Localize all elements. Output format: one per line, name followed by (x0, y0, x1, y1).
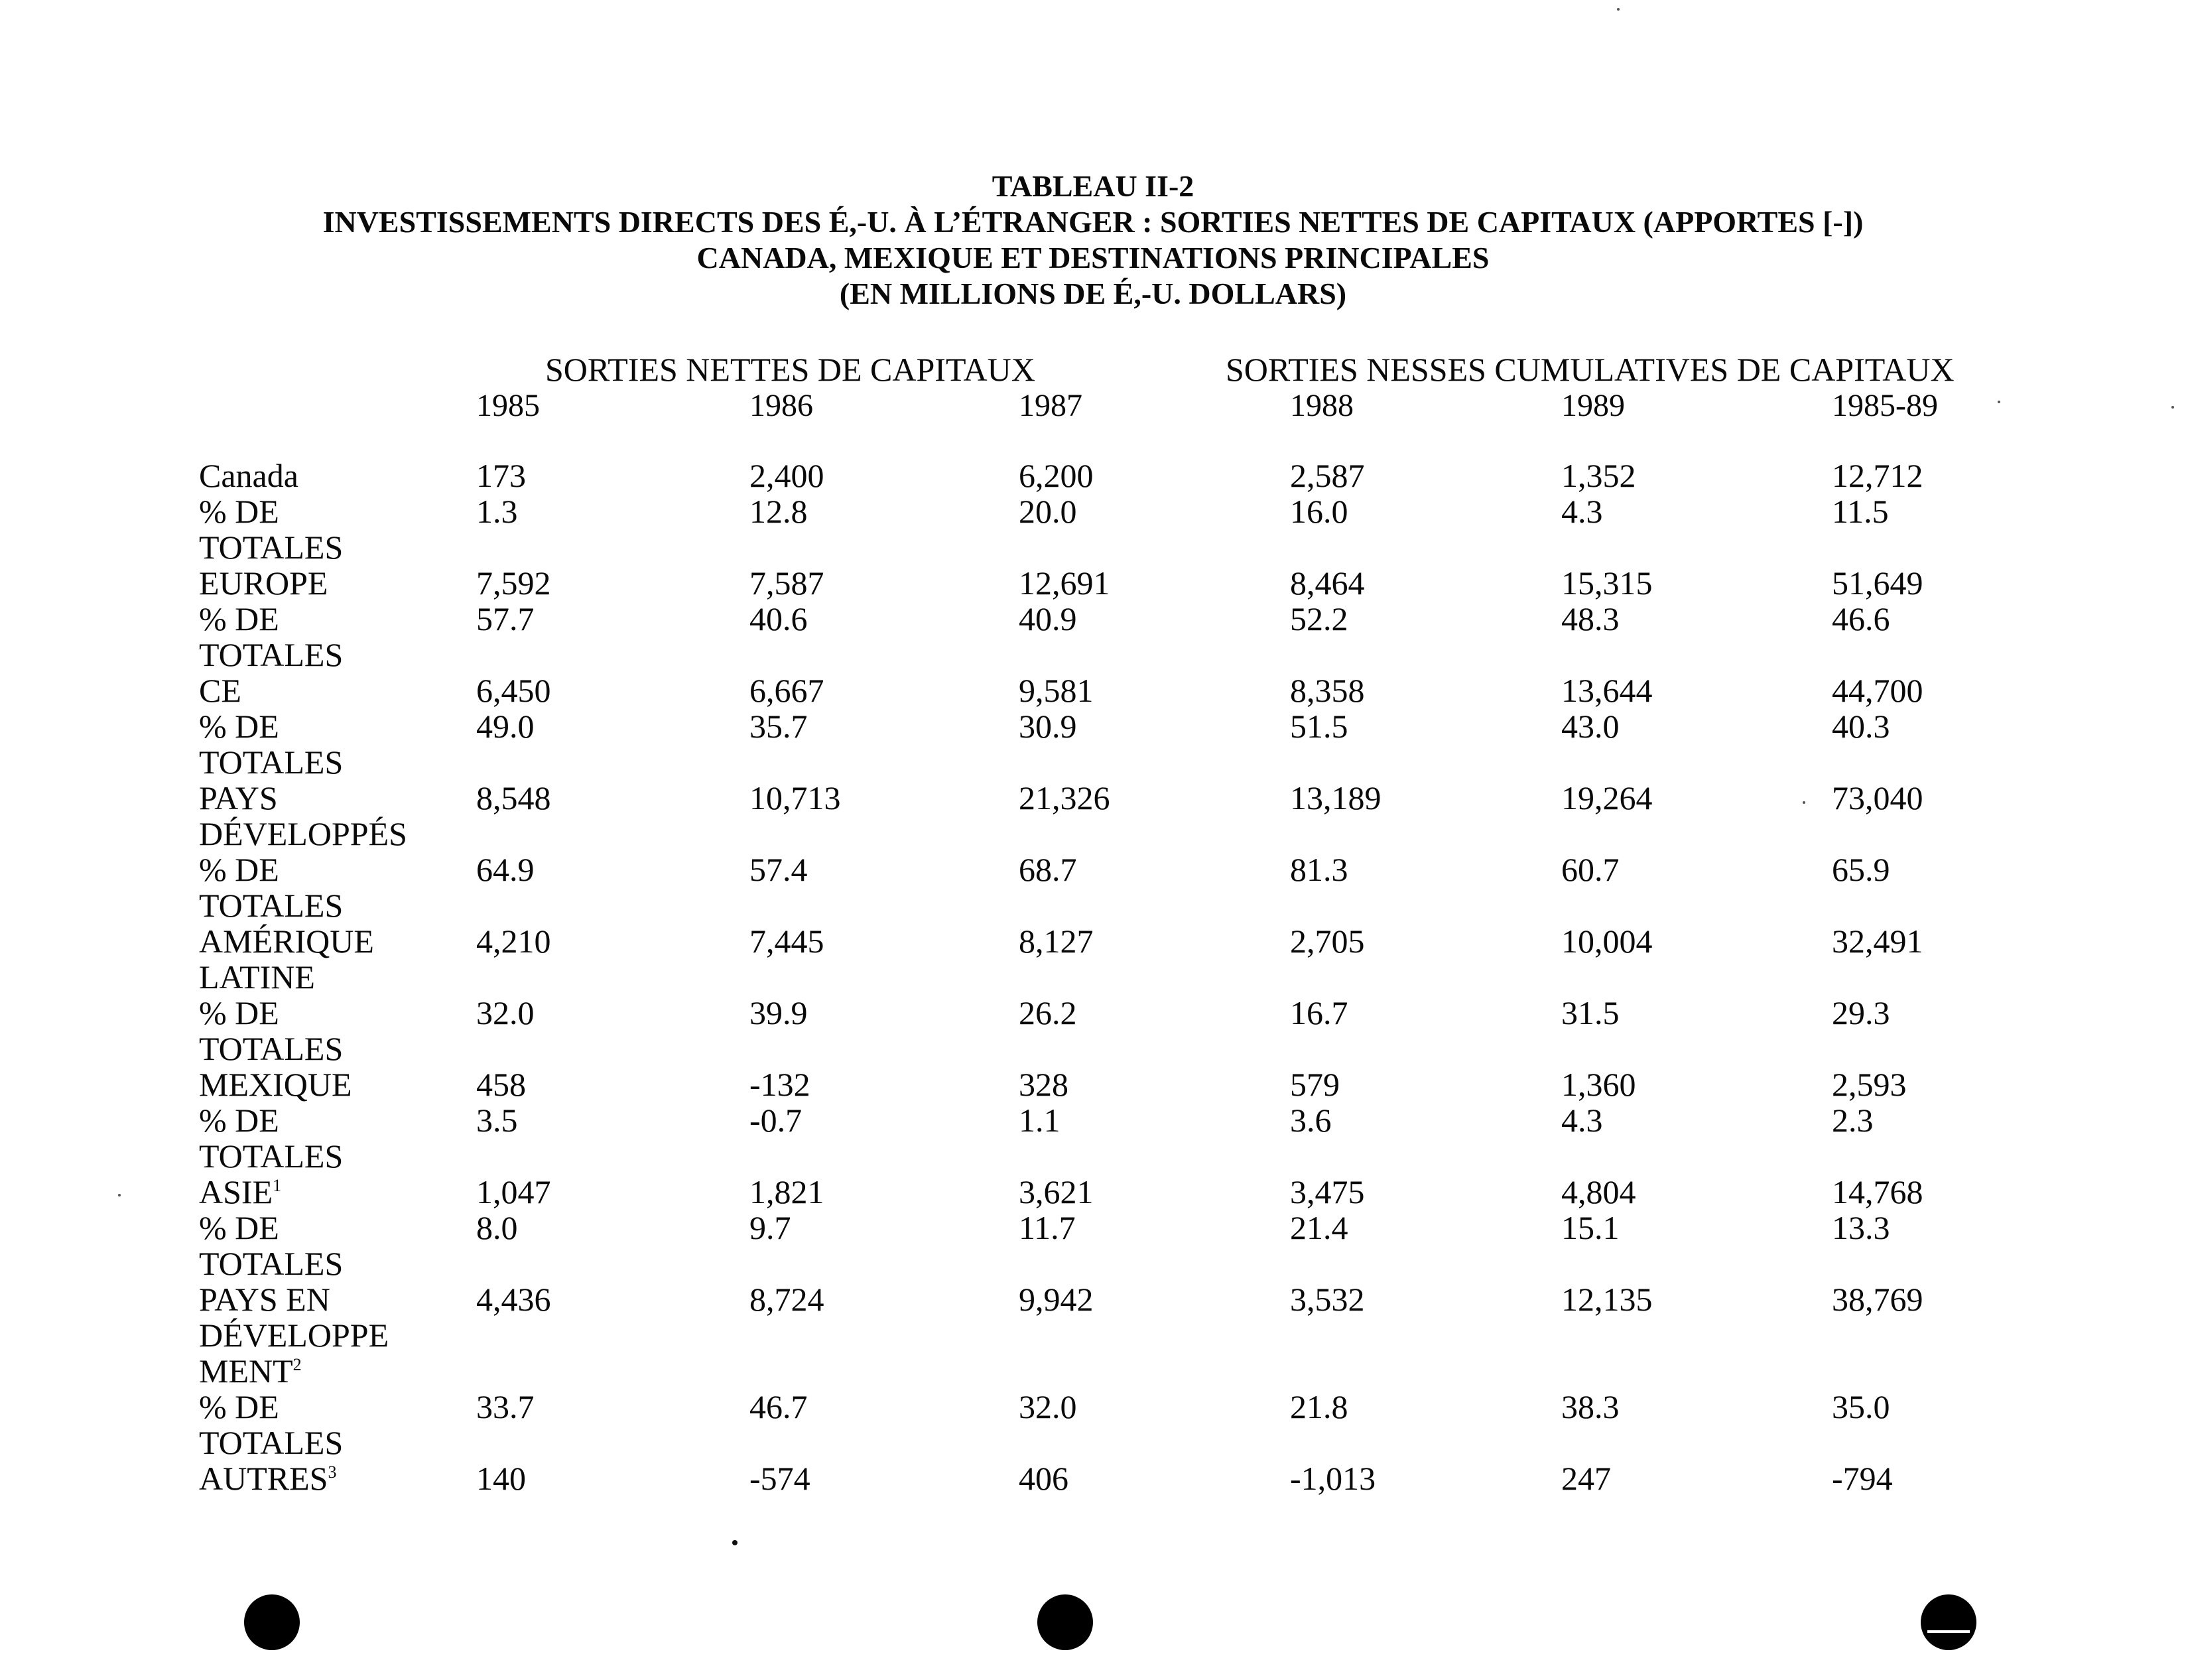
table-cell: 26.2 (1019, 994, 1077, 1031)
table-cell: 9.7 (749, 1209, 791, 1246)
row-label-line (199, 1138, 343, 1174)
table-cell: 81.3 (1290, 851, 1348, 888)
row-label-text: DÉVELOPPÉS (199, 815, 407, 852)
table-cell: 3.6 (1290, 1102, 1332, 1139)
table-cell: 13,644 (1561, 672, 1653, 709)
row-label-text: EUROPE (199, 564, 328, 602)
row-label-line (199, 529, 343, 565)
table-cell: 40.3 (1832, 708, 1890, 745)
table-cell: 9,942 (1019, 1281, 1094, 1318)
footnote-marker: 3 (328, 1462, 337, 1482)
table-cell: -0.7 (749, 1102, 803, 1139)
table-row (0, 458, 2186, 493)
row-label-line (199, 1353, 389, 1389)
table-units: (EN MILLIONS DE É,-U. DOLLARS) (839, 277, 1347, 310)
table-cell: 14,768 (1832, 1173, 1923, 1210)
row-label (199, 458, 298, 493)
row-label-text: LATINE (199, 958, 315, 996)
table-row (0, 565, 2186, 601)
table-cell: 30.9 (1019, 708, 1077, 745)
table-cell: 2,587 (1290, 457, 1365, 494)
row-label-line (199, 995, 343, 1031)
row-label-line (199, 1066, 352, 1102)
row-label-line (199, 887, 343, 923)
table-cell: -574 (749, 1460, 810, 1497)
row-label (199, 1281, 389, 1389)
table-cell: 38.3 (1561, 1388, 1620, 1425)
table-cell: 7,587 (749, 564, 824, 602)
scan-speck (732, 1540, 738, 1545)
table-cell: 19,264 (1561, 779, 1653, 816)
table-cell: 11.7 (1019, 1209, 1076, 1246)
table-cell: 13.3 (1832, 1209, 1890, 1246)
table-cell: 4.3 (1561, 493, 1603, 530)
table-cell: 21.4 (1290, 1209, 1348, 1246)
table-cell: 8,464 (1290, 564, 1365, 602)
row-label-line (199, 959, 374, 995)
row-label-text: PAYS (199, 779, 278, 816)
table-cell: -1,013 (1290, 1460, 1376, 1497)
row-label-text: AMÉRIQUE (199, 923, 374, 960)
row-label-text: MENT (199, 1352, 293, 1389)
scan-speck (118, 1194, 121, 1196)
row-label-text: TOTALES (199, 529, 344, 566)
row-label-text: Canada (199, 457, 298, 494)
table-cell: 33.7 (476, 1388, 535, 1425)
table-row (0, 493, 2186, 565)
row-label (199, 708, 343, 780)
table-cell: 579 (1290, 1066, 1340, 1103)
row-label-text: CE (199, 672, 241, 709)
row-label-text: % DE (199, 994, 279, 1031)
row-label-line (199, 1031, 343, 1066)
table-cell: 3.5 (476, 1102, 518, 1139)
table-cell: 16.7 (1290, 994, 1348, 1031)
table-cell: 51.5 (1290, 708, 1348, 745)
scan-speck (1617, 8, 1620, 11)
year-header: 1986 (749, 388, 813, 423)
row-label-line (199, 458, 298, 493)
table-cell: 15,315 (1561, 564, 1653, 602)
table-cell: 7,445 (749, 923, 824, 960)
table-cell: 51,649 (1832, 564, 1923, 602)
row-label-text: % DE (199, 1209, 279, 1246)
table-cell: 4,436 (476, 1281, 551, 1318)
table-cell: 9,581 (1019, 672, 1094, 709)
row-label-line (199, 1425, 343, 1460)
table-cell: 8,724 (749, 1281, 824, 1318)
row-label-text: TOTALES (199, 1424, 344, 1461)
table-cell: 7,592 (476, 564, 551, 602)
table-cell: 57.7 (476, 600, 535, 637)
table-cell: 8,358 (1290, 672, 1365, 709)
table-cell: 2,593 (1832, 1066, 1907, 1103)
row-label-line (199, 565, 328, 601)
table-cell: 15.1 (1561, 1209, 1620, 1246)
table-cell: 40.9 (1019, 600, 1077, 637)
row-label-text: TOTALES (199, 636, 344, 673)
table-cell: 6,667 (749, 672, 824, 709)
table-cell: -794 (1832, 1460, 1893, 1497)
row-label-line (199, 744, 343, 780)
year-header: 1988 (1290, 388, 1354, 423)
table-cell: 1,352 (1561, 457, 1636, 494)
row-label-text: % DE (199, 493, 279, 530)
table-cell: 46.6 (1832, 600, 1890, 637)
table-cell: 4,804 (1561, 1173, 1636, 1210)
table-cell: 12,712 (1832, 457, 1923, 494)
table-cell: 1,360 (1561, 1066, 1636, 1103)
table-row (0, 1210, 2186, 1281)
row-label (199, 565, 328, 601)
table-cell: 10,004 (1561, 923, 1653, 960)
row-label (199, 673, 241, 708)
row-label (199, 1066, 352, 1102)
table-cell: 16.0 (1290, 493, 1348, 530)
scan-speck (1998, 401, 2000, 403)
year-header: 1987 (1019, 388, 1082, 423)
row-label-line (199, 1281, 389, 1317)
table-cell: 12,135 (1561, 1281, 1653, 1318)
table-cell: 140 (476, 1460, 526, 1497)
row-label (199, 1210, 343, 1281)
table-row (0, 1389, 2186, 1460)
row-label-text: % DE (199, 708, 279, 745)
table-cell: 10,713 (749, 779, 841, 816)
row-label (199, 1102, 343, 1174)
row-label-text: TOTALES (199, 743, 344, 781)
table-title: INVESTISSEMENTS DIRECTS DES É,-U. À L’ÉTRANGER : SORTIES NETTES DE CAPITAUX (APPORTES [-]) (322, 205, 1864, 239)
table-row (0, 780, 2186, 852)
table-cell: 8.0 (476, 1209, 518, 1246)
row-label-text: % DE (199, 851, 279, 888)
table-cell: 49.0 (476, 708, 535, 745)
row-label (199, 852, 343, 923)
table-cell: 8,127 (1019, 923, 1094, 960)
row-label (199, 1389, 343, 1460)
row-label-text: TOTALES (199, 1245, 344, 1282)
row-label-text: ASIE (199, 1173, 273, 1210)
table-cell: 21.8 (1290, 1388, 1348, 1425)
table-row (0, 1102, 2186, 1174)
table-row (0, 852, 2186, 923)
table-cell: 39.9 (749, 994, 808, 1031)
table-number: TABLEAU II-2 (992, 169, 1194, 203)
row-label-text: % DE (199, 1388, 279, 1425)
row-label-text: % DE (199, 600, 279, 637)
table-cell: 35.7 (749, 708, 808, 745)
table-cell: 20.0 (1019, 493, 1077, 530)
row-label (199, 601, 343, 673)
table-cell: 38,769 (1832, 1281, 1923, 1318)
table-cell: 65.9 (1832, 851, 1890, 888)
table-cell: 6,200 (1019, 457, 1094, 494)
table-cell: 173 (476, 457, 526, 494)
table-cell: 4,210 (476, 923, 551, 960)
table-cell: 68.7 (1019, 851, 1077, 888)
row-label-text: AUTRES (199, 1460, 328, 1497)
table-row (0, 1174, 2186, 1210)
row-label (199, 780, 407, 852)
row-label-text: TOTALES (199, 1137, 344, 1175)
table-cell: 328 (1019, 1066, 1068, 1103)
table-cell: 32.0 (476, 994, 535, 1031)
table-cell: 1,821 (749, 1173, 824, 1210)
table-cell: 44,700 (1832, 672, 1923, 709)
row-label-line (199, 708, 343, 744)
table-cell: 31.5 (1561, 994, 1620, 1031)
table-cell: 21,326 (1019, 779, 1110, 816)
row-label-text: DÉVELOPPE (199, 1317, 389, 1354)
table-cell: 12,691 (1019, 564, 1110, 602)
table-heading (0, 168, 2186, 312)
table-cell: 52.2 (1290, 600, 1348, 637)
row-label-line (199, 1210, 343, 1246)
table-cell: 48.3 (1561, 600, 1620, 637)
row-label-line (199, 816, 407, 852)
row-label-line (199, 1102, 343, 1138)
row-label-line (199, 1174, 281, 1210)
table-cell: 8,548 (476, 779, 551, 816)
table-cell: 32,491 (1832, 923, 1923, 960)
table-cell: 2,705 (1290, 923, 1365, 960)
table-cell: 13,189 (1290, 779, 1382, 816)
row-label-line (199, 1246, 343, 1281)
table-row (0, 601, 2186, 673)
row-label-line (199, 601, 343, 637)
table-cell: 3,475 (1290, 1173, 1365, 1210)
row-label-line (199, 493, 343, 529)
row-label-line (199, 1460, 336, 1496)
table-row (0, 673, 2186, 708)
table-cell: 1.3 (476, 493, 518, 530)
table-cell: 46.7 (749, 1388, 808, 1425)
table-cell: 40.6 (749, 600, 808, 637)
row-label-line (199, 780, 407, 816)
table-cell: 12.8 (749, 493, 808, 530)
scan-speck (2171, 406, 2174, 409)
punch-hole (1037, 1594, 1093, 1650)
row-label-text: PAYS EN (199, 1281, 330, 1318)
row-label (199, 1174, 281, 1210)
table-cell: 11.5 (1832, 493, 1889, 530)
table-cell: 247 (1561, 1460, 1611, 1497)
table-cell: 3,532 (1290, 1281, 1365, 1318)
row-label (199, 1460, 336, 1496)
row-label-line (199, 1389, 343, 1425)
row-label-text: MEXIQUE (199, 1066, 352, 1103)
table-cell: 43.0 (1561, 708, 1620, 745)
table-subtitle: CANADA, MEXIQUE ET DESTINATIONS PRINCIPALES (696, 241, 1490, 275)
table-cell: 458 (476, 1066, 526, 1103)
footnote-marker: 2 (292, 1355, 302, 1374)
year-header: 1985-89 (1832, 388, 1938, 423)
table-cell: 60.7 (1561, 851, 1620, 888)
table-row (0, 1281, 2186, 1389)
table-cell: 1,047 (476, 1173, 551, 1210)
row-label-line (199, 637, 343, 673)
table-cell: 406 (1019, 1460, 1068, 1497)
punch-hole (1921, 1594, 1976, 1650)
table-row (0, 995, 2186, 1066)
table-row (0, 708, 2186, 780)
net-outflows-header: SORTIES NETTES DE CAPITAUX (545, 351, 1035, 388)
row-label-line (199, 673, 241, 708)
table-cell: 57.4 (749, 851, 808, 888)
table-cell: 32.0 (1019, 1388, 1077, 1425)
row-label-text: TOTALES (199, 1030, 344, 1067)
row-label (199, 995, 343, 1066)
row-label-text: % DE (199, 1102, 279, 1139)
table-cell: 1.1 (1019, 1102, 1061, 1139)
punch-hole (244, 1594, 300, 1650)
table-row (0, 923, 2186, 995)
footnote-marker: 1 (273, 1176, 282, 1195)
row-label (199, 493, 343, 565)
row-label-line (199, 852, 343, 887)
table-row (0, 1066, 2186, 1102)
table-cell: 73,040 (1832, 779, 1923, 816)
table-cell: 64.9 (476, 851, 535, 888)
table-row (0, 1460, 2186, 1496)
table-cell: 2.3 (1832, 1102, 1874, 1139)
row-label-line (199, 1317, 389, 1353)
cumulative-outflows-header: SORTIES NESSES CUMULATIVES DE CAPITAUX (1226, 351, 1955, 388)
year-header: 1989 (1561, 388, 1625, 423)
table-cell: 3,621 (1019, 1173, 1094, 1210)
table-cell: 29.3 (1832, 994, 1890, 1031)
row-label-line (199, 923, 374, 959)
table-cell: 6,450 (476, 672, 551, 709)
row-label (199, 923, 374, 995)
table-cell: 2,400 (749, 457, 824, 494)
table-cell: 4.3 (1561, 1102, 1603, 1139)
scan-speck (1803, 801, 1805, 804)
row-label-text: TOTALES (199, 887, 344, 924)
table-cell: 35.0 (1832, 1388, 1890, 1425)
year-header: 1985 (476, 388, 540, 423)
table-cell: -132 (749, 1066, 810, 1103)
